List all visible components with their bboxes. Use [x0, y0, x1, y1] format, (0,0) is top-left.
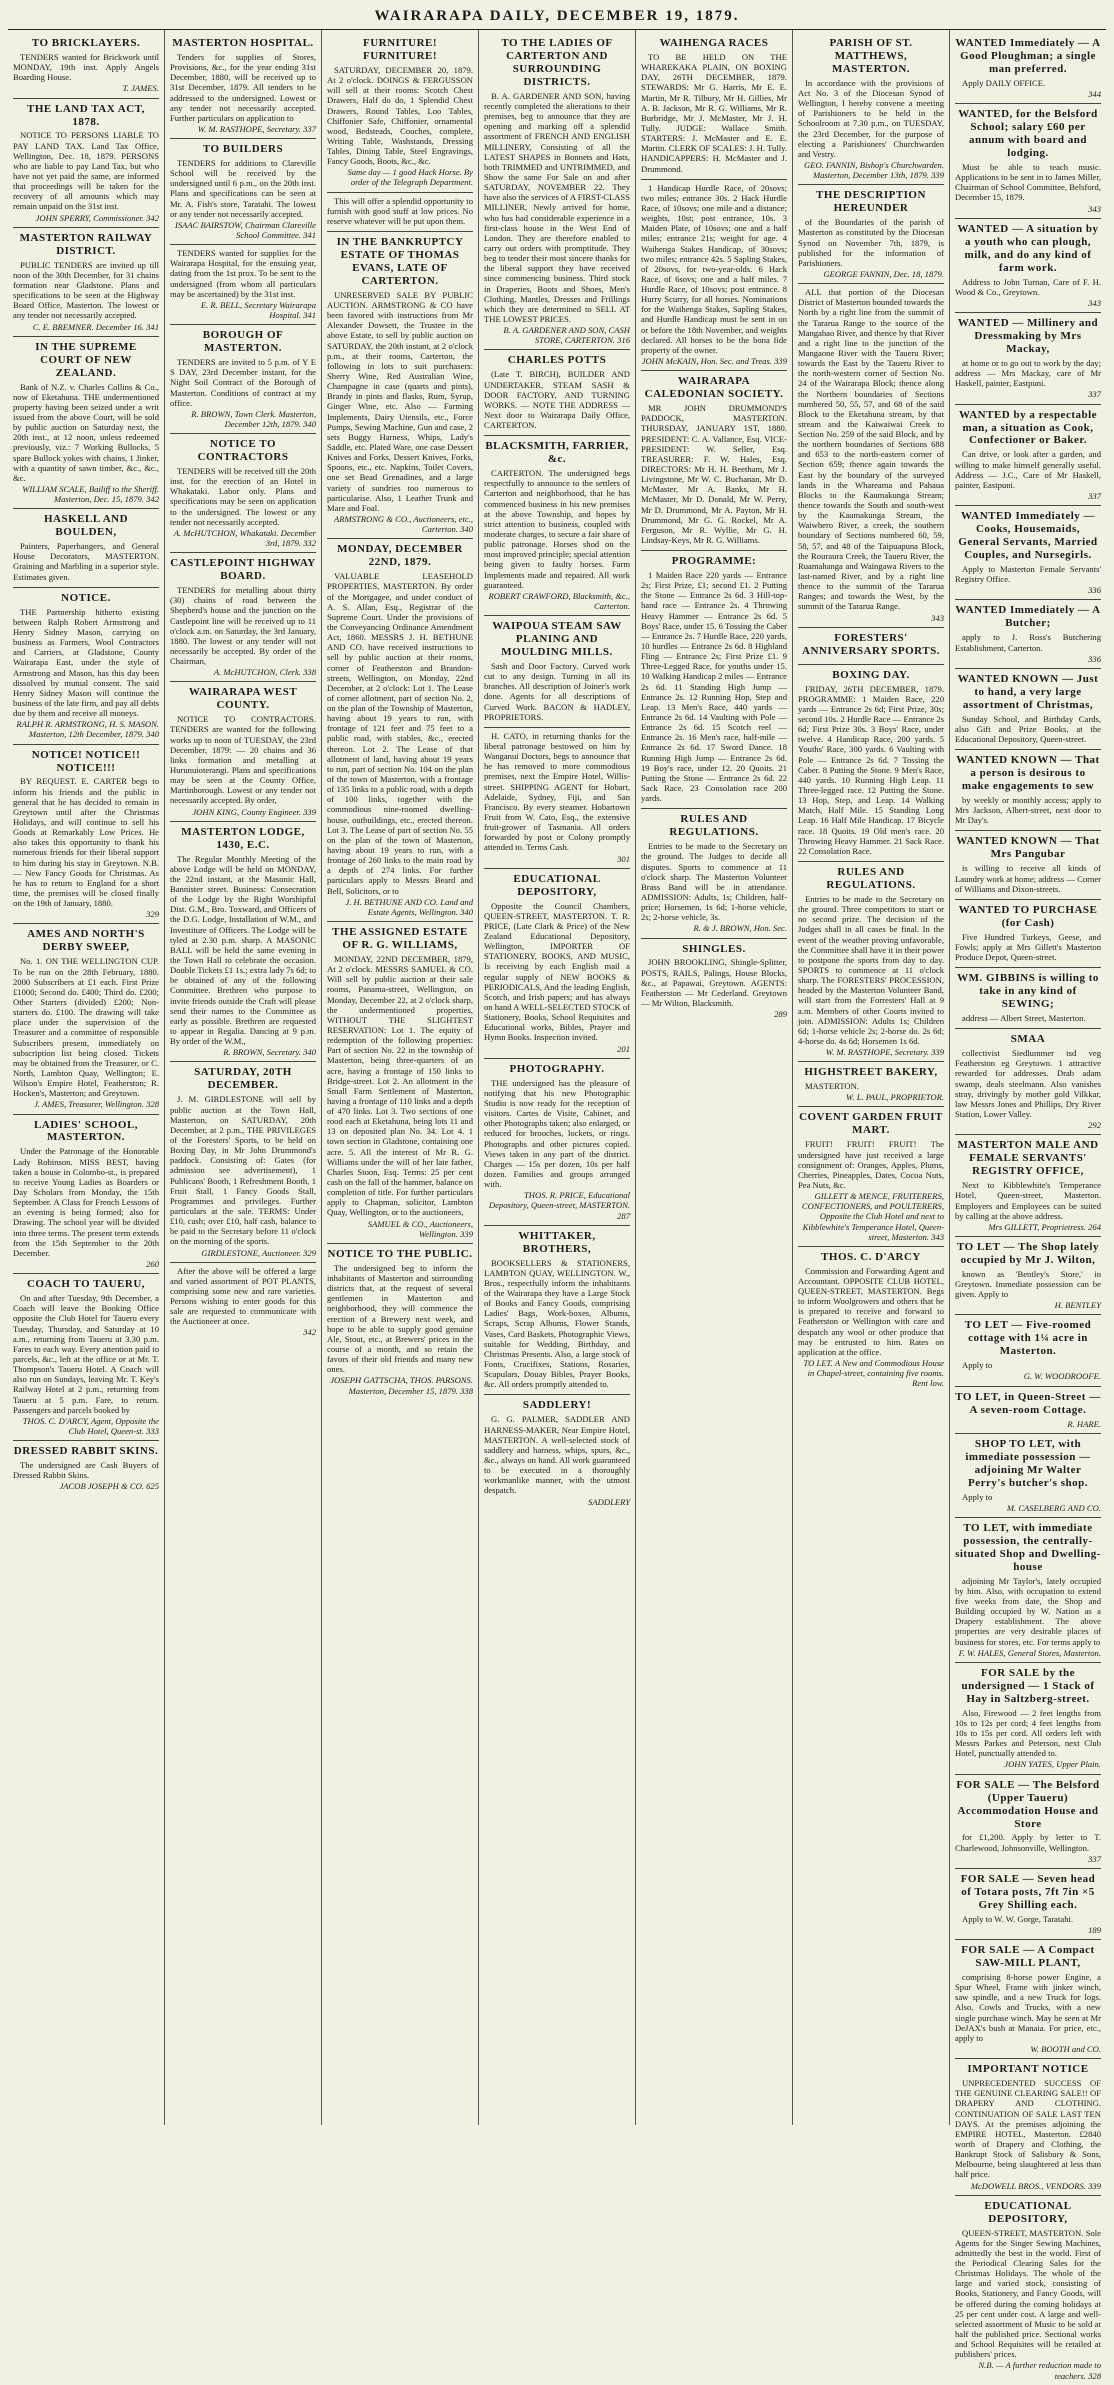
ad-title: RULES AND REGULATIONS. [826, 866, 916, 891]
column-3 [322, 30, 479, 2125]
ad-title: MASTERTON MALE AND FEMALE SERVANTS' REGISTRY OFFICE, [957, 1139, 1099, 1178]
ad-signature: 343 [931, 612, 944, 623]
ad-title: TO THE LADIES OF CARTERTON AND SURROUNDING DISTRICTS. [501, 37, 613, 88]
ad-body: UNRESERVED SALE BY PUBLIC AUCTION. ARMSTRONG & CO have been favored with instructions from Mr Alexander Dowsett, the Trustee in the above Estate, to sell by public auction on SATURDAY, the 20th instant, at 2 o'clock p.m., at their rooms, Carterton, the following in lots to suit purchasers: Sherry Wine, Red Australian Wine, Champagne in case (quarts and pints), Brandy in pints and flasks, Rum, Syrup, Ginger Wine, etc. Also — Farming Implements, Dairy Utensils, etc., Force Pumps, Sewing Machine, Gun and case, 2 sets Buggy Harness, Whips, Lady's Saddle, etc. Plated Ware, one case Dessert Knives and Forks, Dessert Knives, Forks, Spoons, etc., etc. Napkins, Toilet Covers, one set Bead Grenadines, and a large variety of sundries too numerous to particularise. Also, 1 Leather Trunk and Mare and Foal. [327, 289, 473, 513]
ad-body: address — Albert Street, Masterton. [962, 1013, 1086, 1024]
advertisement [641, 939, 787, 1024]
advertisement [170, 822, 316, 1063]
ad-title: COVENT GARDEN FRUIT MART. [799, 1111, 943, 1137]
ad-title: FURNITURE! FURNITURE! [362, 37, 438, 62]
ad-body: Apply DAILY OFFICE. [962, 77, 1046, 88]
ad-title: SHOP TO LET, with immediate possession — adjoining Mr Walter Perry's butcher's shop. [965, 1437, 1091, 1489]
ad-signature: E. R. BELL, Secretary Wairarapa Hospital. 341 [200, 299, 316, 321]
advertisement [484, 350, 630, 436]
ad-title: CHARLES POTTS [507, 354, 607, 367]
ad-title: WAIRARAPA WEST COUNTY. [188, 686, 298, 712]
ad-title: WANTED Immediately — A Butcher; [955, 604, 1101, 630]
advertisement [327, 1244, 473, 1400]
ad-signature: 336 [1088, 653, 1101, 664]
ad-title: HASKELL AND BOULDEN, [43, 513, 129, 539]
ad-body: FRIDAY, 26TH DECEMBER, 1879. PROGRAMME: 1 Maiden Race, 220 yards — Entrance 2s 6d; First Prize, 30s; second 10s. 2 Hurdle Race — Entrance 2s 6d; First Prize 30s. 3 Boys' Race, under twelve. 4 Handicap Race, 200 yards. 5 Youths' Race, 300 yards. 6 Vaulting with Pole — Entrance 2s 6d. 7 Tossing the Caber. 8 Putting the Stone. 9 Men's Race, 440 yards. 10 Running High Leap. 11 Three-legged race. 12 Putting the Stone. 13 Hop, Step, and Leap. 14 Walking Match, Half Mile. 15 Standing Long Leap. 16 Half Mile Handicap. 17 Bicycle race. 18 Quoits. 19 Old men's race. 20 Throwing Heavy Hammer. 21 Sack Race. 22 Consolation Race. [798, 683, 944, 856]
ad-body: BY REQUEST. E. CARTER begs to inform his friends and the public in general that he has decided to remain in Greytown until after the Christmas Holidays, and will continue to sell his Goods at Remarkably Low Prices. He also takes this opportunity to thank his numerous friends for their liberal support to him during his stay in Greytown. N.B. — New Fancy Goods for Christmas. As he has to return to England for a short time, the premises will be closed finally on the 19th of January, 1880. [13, 776, 159, 909]
advertisement [955, 750, 1101, 831]
ad-signature: C. E. BREMNER. December 16. 341 [32, 321, 159, 332]
advertisement [798, 1247, 944, 1393]
advertisement [955, 104, 1101, 219]
advertisement [327, 922, 473, 1244]
ad-title: WANTED — A situation by a youth who can plough, milk, and do any kind of farm work. [957, 222, 1099, 274]
advertisement [13, 228, 159, 337]
ad-signature: A. McHUTCHON, Clerk. 338 [213, 667, 316, 678]
ad-title: TO LET, with immediate possession, the centrally-situated Shop and Dwelling-house [955, 1521, 1101, 1573]
ad-signature: 292 [1088, 1120, 1101, 1131]
advertisement [13, 924, 159, 1114]
ad-title: AMES AND NORTH'S DERBY SWEEP, [27, 928, 145, 954]
advertisement [484, 869, 630, 1059]
advertisement [955, 313, 1101, 404]
ad-body: MASTERTON. [805, 1081, 859, 1092]
advertisement [955, 600, 1101, 668]
ad-signature: THOS. R. PRICE, Educational Depository, Queen-street, MASTERTON. 287 [488, 1190, 630, 1221]
advertisement [798, 185, 944, 284]
ad-body: H. CATO, in returning thanks for the liberal patronage bestowed on him by Wanganui Doctors, begs to announce that he has removed to more commodious premises, next the Empire Hotel, Willis-street. SHIPPING AGENT for Hobart, Adelaide, Sydney, Fiji, and San Francisco. By every steamer. Hobartown Fruit from W. Cato, Esq., the extensive fruit-grower of Tasmania. All orders forwarded by post or Colony promptly attended to. Terms Cash. [484, 730, 630, 853]
ad-body: The Regular Monthly Meeting of the above Lodge will be held on MONDAY, the 22nd instant, at the Masonic Hall, Bannister street. Business: Consecration of the Lodge by the Right Worshipful Dist. G.M., Bro. Toxward, and Officers of the D.G. Lodge, Installation of W.M., and Investiture of Officers. The Lodge will be tyled at 2.30 p.m. sharp. A MASONIC BALL will be held the same evening in the Town Hall to celebrate the occasion. Double Tickets £1 1s.; extra lady 7s 6d; to be obtained of any of the following Committee. Brethren who purpose to invite friends outside the Craft will please send their names to the Committee as early as possible. Brethren are requested to appear in Regalia. Dancing at 9 p.m. By order of the W.M., [170, 853, 316, 1047]
ad-body: TENDERS will be received till the 20th inst. for the erection of an Hotel in Whakataki. Labor only. Plans and specifications may be seen on application to the undersigned. The lowest or any tender not necessarily accepted. [170, 466, 316, 527]
advertisement [955, 669, 1101, 750]
ad-title: THOS. C. D'ARCY [821, 1250, 921, 1263]
advertisement [170, 1263, 316, 1342]
advertisement [955, 1434, 1101, 1518]
ad-signature: 343 [1088, 297, 1101, 308]
ad-title: NOTICE! NOTICE!! NOTICE!!! [31, 748, 141, 774]
ad-body: TENDERS wanted for supplies for the Wairarapa Hospital, for the ensuing year, dating from the 1st prox. To be sent to the undersigned (from whom all particulars may be ascertained) by the 31st inst. [170, 248, 316, 299]
advertisement [798, 665, 944, 862]
ad-title: FOR SALE by the undersigned — 1 Stack of Hay in Saltzberg-street. [961, 1666, 1095, 1705]
ad-signature: ROBERT CRAWFORD, Blacksmith, &c., Carterton. [488, 590, 630, 611]
ad-body: Next to Kibblewhite's Temperance Hotel, Queen-street, Masterton. Employers and Employees can be suited by calling at the above address. [955, 1180, 1101, 1221]
advertisement [955, 405, 1101, 507]
ad-body: Under the Patronage of the Honorable Lady Robinson. MISS BEST, having taken a house in Colombo-st., is prepared to receive Young Ladies as Boarders or Day Scholars from Monday, the 15th September. A Class for French Lessons of an evening is being formed; also for Drawing. The school year will be divided into three terms. The present term extends from the 15th September to the 20th December. [13, 1146, 159, 1258]
ad-body: No. 1. ON THE WELLINGTON CUP. To be run on the 28th February, 1880. 2000 Subscribers at £1 each. First Prize £1000; Second do. £400; Third do. £200; Other Starters (divided) £200; Non-starters do. £100. The drawing will take place under the supervision of the Treasurer and a committee of responsible Subscribers present, immediately on subscription list being closed. Tickets may be obtained from the Treasurer, or C. North, Lambton Quay, Wellington; E. Wilson's Empire Hotel, Featherston; R. Hocken's, Masterton; and Greytown. [13, 956, 159, 1099]
advertisement [955, 2059, 1101, 2196]
advertisement [955, 831, 1101, 899]
ad-title: NOTICE TO THE PUBLIC. [327, 1247, 473, 1260]
ad-title: WANTED KNOWN — That a person is desirous to make engagements to sew [956, 754, 1100, 793]
ad-title: TO BRICKLAYERS. [31, 37, 141, 49]
ad-body: (Late T. BIRCH), BUILDER AND UNDERTAKER, STEAM SASH & DOOR FACTORY, AND TURNING WORKS. — NOTE THE ADDRESS — Next door to Wairarapa Daily Office, CARTERTON. [484, 369, 630, 431]
ad-body: Must be able to teach music. Applications to be sent in to James Miller, Chairman of School Committee, Belsford, December 15, 1879. [955, 162, 1101, 203]
ad-signature: JACOB JOSEPH & CO. 625 [59, 1481, 159, 1492]
ad-signature: W. BOOTH and CO. [1030, 2044, 1101, 2054]
ad-body: SATURDAY, DECEMBER 20, 1879. At 2 o'clock. DOINGS & FERGUSSON will sell at their rooms: Scotch Chest Drawers, Half do do, 1 Splendid Chest Drawers, Round Tables, Loo Tables, Chiffonier Safe, Chiffonier, ornamental wood, Bedsteads, Couches, complete, Writing Table, Washstands, Dressing Tables, Dining Table, Steel Engravings, Fancy Goods, Boots, &c., &c. [327, 64, 473, 167]
ad-signature: R. BROWN, Town Clerk. Masterton, December 12th, 1879. 340 [191, 408, 316, 429]
advertisement [955, 1940, 1101, 2059]
ad-signature: WILLIAM SCALE, Bailiff to the Sheriff. Masterton, Dec. 15, 1879. 342 [22, 483, 159, 505]
advertisement [484, 33, 630, 350]
advertisement [170, 139, 316, 245]
advertisement [13, 1115, 159, 1275]
advertisement [13, 745, 159, 925]
ad-title: TO LET — The Shop lately occupied by Mr J. Wilton, [957, 1240, 1099, 1266]
ad-signature: JOHN YATES, Upper Plain. [1004, 1759, 1101, 1770]
ad-title: IN THE BANKRUPTCY ESTATE OF THOMAS EVANS, LATE OF CARTERTON. [336, 236, 464, 287]
ad-body: is willing to receive all kinds of Laundry work at home; address — Corner of Williams and Dixon-streets. [955, 863, 1101, 894]
columns [8, 30, 1106, 2381]
ad-signature: JOHN KING, County Engineer. 339 [192, 806, 316, 817]
ad-body: CARTERTON. The undersigned begs respectfully to announce to the settlers of Carterton and neighborhood, that he has commenced business in his new premises at the above Township, and hopes by strict attention to business, coupled with moderate charges, to secure a fair share of public patronage. Horses shod on the most improved principle; special attention being given to faulty horses. Farm Implements made and repaired. All work guaranteed. [484, 468, 630, 590]
ad-body: THE Partnership hitherto existing between Ralph Robert Armstrong and Henry Sidney Mason, carrying on business as Farmers, Wool Contractors and Carriers, at Gladstone, County Wairarapa East, under the style of Armstrong and Mason, has this day been dissolved by mutual consent. The said Henry Sidney Mason will continue the business of the late firm, and pay all debts due by them and receive all moneys. [13, 606, 159, 719]
ad-title: WANTED by a respectable man, a situation as Cook, Confectioner or Baker. [958, 408, 1098, 447]
ad-signature: 337 [1088, 1853, 1101, 1864]
masthead: WAIRARAPA DAILY, DECEMBER 19, 1879. [8, 6, 1106, 30]
advertisement [955, 2196, 1101, 2385]
ad-body: Apply to W. W. Gorge, Taratahi. [962, 1913, 1074, 1924]
ad-body: of the Boundaries of the parish of Masterton as constituted by the Diocesan Synod on November 7th, 1879, is published for the information of Parishioners. [798, 217, 944, 268]
advertisement [955, 1663, 1101, 1775]
ad-title: THE ASSIGNED ESTATE OF R. G. WILLIAMS, [332, 926, 468, 951]
ad-body: TO BE HELD ON THE WHAREKAKA PLAIN, ON BOXING DAY, 26TH DECEMBER, 1879. STEWARDS: Mr G. Harris, Mr E. E. Martin, Mr R. Tilbury, Mr H. Gillies, Mr A. B. Jackson, Mr R. G. Williams, Mr R. Burbridge, Mr J. McMaster, Mr J. H. Tully. JUDGE: Wallace Smith. STARTERS: J. McMaster and E. E. Martin. CLERK OF SCALES: J. H. Tully. HANDICAPPERS: H. McMaster and J. Drummond. [641, 51, 787, 174]
ad-body: This will offer a splendid opportunity to furnish with good stuff at low prices. No reserve whatever will be put upon them. [327, 195, 473, 226]
ad-signature: J. H. BETHUNE AND CO. Land and Estate Agents, Wellington. 340 [345, 896, 473, 917]
advertisement [13, 337, 159, 510]
ad-body: The undersigned beg to inform the inhabitants of Masterton and surrounding districts that, at the request of several gentlemen in Masterton and neighborhood, they will commence the erection of a Brewery next week, and hope to be able to supply good genuine Ale, Stout, etc., at Brewers' prices in the course of a month, and so retain the favors of their old friends and many new ones. [327, 1262, 473, 1375]
ad-title: PARISH OF ST. MATTHEWS, MASTERTON. [829, 37, 913, 75]
ad-signature: ISAAC BAIRSTOW, Chairman Clareville School Committee. 341 [175, 219, 316, 241]
advertisement [955, 1775, 1101, 1869]
advertisement [484, 616, 630, 728]
ad-title: MASTERTON RAILWAY DISTRICT. [19, 231, 153, 257]
ad-signature: ARMSTRONG & CO., Auctioneers, etc., Carterton. 340 [334, 514, 473, 535]
ad-signature: W. M. RASTHOPE, Secretary. 339 [825, 1047, 944, 1058]
column-7 [950, 30, 1106, 2381]
ad-title: MASTERTON LODGE, 1430, E.C. [181, 825, 305, 851]
ad-signature: R. HARE. [1067, 1418, 1101, 1429]
ad-body: for £1,200. Apply by letter to T. Charlewood, Johnsonville, Wellington. [955, 1832, 1101, 1853]
ad-body: JOHN BROOKLING, Shingle-Splitter, POSTS, RAILS, Palings, House Blocks, &c., at Papawai, Greytown. AGENTS: Featherston — Mr Cederland. Greytown — Mr Wilton, Blacksmith. [641, 957, 787, 1009]
ad-title: LADIES' SCHOOL, MASTERTON. [33, 1118, 139, 1144]
advertisement [170, 325, 316, 434]
ad-body: Painters, Paperhangers, and General House Decorators, MASTERTON. Graining and Marbling in a superior style. Estimates given. [13, 541, 159, 582]
advertisement [13, 588, 159, 745]
ad-signature: GEO. FANNIN, Bishop's Churchwarden. Masterton, December 13th, 1879. 339 [804, 160, 944, 181]
advertisement [13, 509, 159, 588]
ad-signature: SADDLERY [588, 1496, 630, 1507]
ad-body: THE undersigned has the pleasure of notifying that his new Photographic Studio is now ready for the reception of visitors. Cartes de Visite, Cabinet, and other Photographs taken; also enlarged, or reduced for brooches, lockets, or rings. Photographs and other pictures copied. Views taken in any part of the district. Charges — 15s per dozen, 10s per half dozen. Families and groups arranged with. [484, 1077, 630, 1190]
ad-signature: R. BROWN, Secretary. 340 [223, 1047, 316, 1058]
ad-title: IN THE SUPREME COURT OF NEW ZEALAND. [35, 340, 137, 379]
ad-body: apply to J. Ross's Butchering Establishment, Carterton. [955, 632, 1101, 653]
ad-title: WANTED Immediately — Cooks, Housemaids, General Servants, Married Couples, and Nursegirls. [958, 510, 1098, 562]
advertisement [13, 33, 159, 99]
advertisement [641, 33, 787, 180]
ad-body: by weekly or monthly access; apply to Mrs Jackson, Albert-street, next door to Mr Day's. [955, 795, 1101, 826]
ad-title: FORESTERS' ANNIVERSARY SPORTS. [802, 631, 940, 657]
ad-title: WHITTAKER, BROTHERS, [518, 1229, 596, 1255]
advertisement [955, 1135, 1101, 1237]
ad-signature: THOS. C. D'ARCY, Agent, Opposite the Club Hotel, Queen-st. 333 [22, 1415, 159, 1436]
ad-body: MR JOHN DRUMMOND'S PADDOCK, MASTERTON. THURSDAY, JANUARY 1ST, 1880. PRESIDENT: C. A. Vallance, Esq. VICE-PRESIDENT: W. Seller, Esq. TREASURER: F. W. Hales, Esq. DIRECTORS: Mr H. H. Beetham, Mr J. Livingstone, Mr W. C. Buchanan, Mr D. McMaster, Mr A. Banks, Mr H. McMaster, Mr D. Donald, Mr W. Perry, Mr D. Drummond, Mr A. Payton, Mr H. Drummond, Mr G. G. Rockel, Mr A. Ferguson, Mr R. Wyllie, Mr G. H. Lindsay-Keys, Mr R. G. Williams. [641, 403, 787, 545]
ad-signature: 336 [1088, 585, 1101, 596]
ad-signature: 337 [1088, 389, 1101, 400]
ad-body: Entries to be made to the Secretary on the ground. The Judges to decide all disputes. Sports to commence at 11 o'clock sharp. The Masterton Volunteer Brass Band will be in attendance. ADMISSION: Adults, 1s; Children, half-price; Horsemen, 1s 6d; 1-horse vehicle, 2s; 2-horse vehicle, 3s. [641, 841, 787, 923]
advertisement [13, 1441, 159, 1495]
ad-signature: 343 [1088, 203, 1101, 214]
ad-title: NOTICE TO CONTRACTORS [197, 438, 289, 464]
ad-body: PUBLIC TENDERS are invited up till noon of the 30th December, for 31 chains formation near Gladstone. Plans and specifications to be seen at the Highway Board Office, Masterton. The lowest or any tender not necessarily accepted. [13, 259, 159, 321]
advertisement [327, 539, 473, 922]
advertisement [170, 682, 316, 821]
ad-signature: 289 [774, 1009, 787, 1020]
ad-title: PHOTOGRAPHY. [509, 1062, 605, 1075]
ad-signature: JOHN SPERRY, Commissioner. 342 [35, 212, 159, 223]
ad-title: BLACKSMITH, FARRIER, &c. [485, 440, 629, 466]
ad-signature: Mrs GILLETT, Proprietress. 264 [988, 1221, 1101, 1232]
ad-title: THE DESCRIPTION HEREUNDER [816, 189, 926, 215]
ad-title: FOR SALE — The Belsford (Upper Taueru) Accommodation House and Store [956, 1778, 1100, 1830]
ad-title: NOTICE. [61, 591, 111, 604]
ad-body: adjoining Mr Taylor's, lately occupied by him. Also, with occupation to extend five weeks from date, the Shop and Building occupied by W. Nation as a Drapery establishment. The above properties are very desirable places of business for stores, etc. For terms apply to [955, 1575, 1101, 1647]
advertisement [955, 1315, 1101, 1386]
advertisement [484, 1226, 630, 1396]
ad-body: Entries to be made to the Secretary on the ground. Three competitors to start or no second prize. The decision of the Judges shall in all cases be final. In the event of the weather proving unfavorable, the Committee shall have it in their power to postpone the sports from day to day. SPORTS to commence at 11 o'clock sharp. The FORESTERS' PROCESSION, headed by the Masterton Volunteer Band, will start from the Forresters' Hall at 9 a.m. Members of other Courts invited to join. ADMISSION: Adults 1s; Children 6d; 1-horse vehicle 2s; 2-horse do. 2s 6d; 4-horse do. 4s 6d; Horsemen 1s 6d. [798, 893, 944, 1046]
ad-body: VALUABLE LEASEHOLD PROPERTIES, MASTERTON. By order of the Mortgagee, and under conduct of A. S. Allan, Esq., Registrar of the Supreme Court. Under the provisions of the Conveyancing Ordinance Amendment Act, 1860. MESSRS J. H. BETHUNE AND CO. have received instructions to sell by public auction at their rooms, corner of Featherston and Brandon-streets, Wellington, on Monday, 22nd December, at 2 o'clock: Lot 1. The Lease of corner allotment, part of section No. 2, on the plan of the Township of Masterton, having about 19 years to run, with frontage of 121 feet and 75 feet to a public road, with stables, &c., erected thereon. Lot 2. The Lease of that allotment of land, having about 19 years to run, part of section No. 104 on the plan of the town of Masterton, with a frontage of 135 links to a public road, with a depth of 100 links, together with the commodious nine-roomed dwelling-house, outbuildings, etc., erected thereon. Lot 3. The Lease of part of section No. 55 on the plan of the town of Masterton, having about 19 years to run, with a frontage of 260 links to the main road by a depth of 274 links. For further particulars apply to Messrs Beard and Bell, Solicitors, or to [327, 571, 473, 896]
ad-signature: Same day — 1 good Hack Horse. By order of the Telegraph Department. [347, 167, 473, 188]
advertisement [955, 219, 1101, 313]
ad-title: COACH TO TAUERU, [26, 1278, 146, 1291]
advertisement [955, 1237, 1101, 1316]
ad-body: In accordance with the provisions of Act No. 3 of the Diocesan Synod of Wellington, I hereby convene a meeting of Parishioners to be held in the Schoolroom at 7.30 p.m., on TUESDAY, the 23rd December, for the purpose of electing a Parishioners' Churchwarden and Vestry. [798, 77, 944, 159]
advertisement [484, 728, 630, 869]
advertisement [170, 245, 316, 325]
ad-signature: R. & J. BROWN, Hon. Sec. [693, 923, 787, 934]
ad-signature: 342 [303, 1327, 316, 1338]
ad-body: G. G. PALMER, SADDLER AND HARNESS-MAKER, Near Empire Hotel, MASTERTON. A well-selected stock of saddlery and harness, whips, spurs, &c., &c., always on hand. All work guaranteed to be executed in a thoroughly workmanlike manner, with the utmost despatch. [484, 1414, 630, 1496]
ad-body: Sash and Door Factory. Curved work cut to any design. Turning in all its branches. All description of Joiner's work done. Agents for all descriptions of Curved Work. BACON & HADLEY, PROPRIETORS. [484, 661, 630, 722]
advertisement [641, 180, 787, 372]
ad-title: WAIPOUA STEAM SAW PLANING AND MOULDING MILLS. [492, 620, 622, 659]
ad-body: Apply to Masterton Female Servants' Registry Office. [955, 564, 1101, 585]
ad-title: FOR SALE — Seven head of Totara posts, 7ft 7in ×5 Grey Shilling each. [960, 1872, 1096, 1911]
ad-body: B. A. GARDENER AND SON, having recently completed the alterations to their premises, beg to announce that they are opening and marking off a splendid assortment of FRENCH AND ENGLISH MILLINERY, Consisting of all the LATEST SHAPES in Bonnets and Hats, both TRIMMED and UNTRIMMED, and Show the same For Sale on and after SATURDAY, NOVEMBER 22. They have also the services of A FIRST-CLASS MILLINER, Newly arrived for home, who has had considerable experience in a first-class house in the West End of London. They are therefore enabled to carry out orders with promptitude. They beg to tender their most sincere thanks for the liberal support they have received since commencing business. Third stock in Draperies, Boots and Shoes, Men's Clothing, Mantles, Dresses and Frillings which they are determined to SELL AT THE LOWEST PRICES. [484, 90, 630, 324]
ad-signature: JOSEPH GATTSCHA, THOS. PARSONS. Masterton, December 15, 1879. 338 [330, 1375, 473, 1396]
ad-title: WAIRARAPA CALEDONIAN SOCIETY. [644, 375, 784, 401]
ad-body: ALL that portion of the Diocesan District of Masterton bounded towards the North by a right line from the summit of the Tararua Range to the source of the Mangahao River, and thence by that River and a right line to the junction of the Mangaone River with the Taueru River; towards the East by the Taueru River to the north-western corner of Section No. 24 of the Wairarapa Block; thence along the Northern boundaries of Sections numbered 50, 55, 57, and 68 of the said Block to the Eketahuna stream, by that stream and the Kaiwaiwai Creek to Section No. 259 of the said Block, and by the northern boundaries of Sections 688 and 653 to the north-eastern corner of Section 659; thence again towards the East by the boundary of the surveyed lands in the Whareama and Pahaua Blocks to the Kaumakunga Stream; thence towards the South and south-west by the Kaumakunga Stream, the Waiwhero River, a creek, the southern boundary of Sections numbered 60, 59, 58, 57, and 48 of the Taipuapuna Block, the Rouraura Creek, the Taueru River, the Ruamahanga and Waingawa Rivers to the last-named River, and by a right line thence to the summit of the Tararua Ranges; and towards the West, by the summit of the Tararua Range. [798, 287, 944, 612]
ad-body: MONDAY, 22ND DECEMBER, 1879, At 2 o'clock. MESSRS SAMUEL & CO. Will sell by public auction at their sale rooms, Panama-street, Wellington, on Monday, December 22, at 2 o'clock sharp, the undermentioned properties, WITHOUT THE SLIGHTEST RESERVATION: Lot 1. The equity of redemption of the following properties: Part of section No. 22 in the township of Masterton, being three-quarters of an acre, having a frontage of 150 links to Bridge-street. Lot 2. An allotment in the Small Farm Settlement of Masterton, having a frontage of 110 links and a depth of 470 links. Lot 3. Two sections of one rood each at Eketahuna, being lots 11 and 13 on deposited plan No. 34. Lot 4. 1 town section in Gladstone, containing one acre. 5. All the interest of Mr R. G. Williams under the will of her late father, Charles Stoon, Esq. Terms: 25 per cent cash on the fall of the hammer, balance on completion of title. For further particulars apply to Chapman, solicitor, Lambton Quay, Wellington, or to the auctioneers, [327, 953, 473, 1218]
ad-title: SHINGLES. [682, 942, 746, 955]
advertisement [798, 1107, 944, 1246]
ad-signature: RALPH R. ARMSTRONG, H. S. MASON. Masterton, 12th December, 1879. 340 [16, 719, 159, 740]
ad-body: TENDERS for metalling about thirty (30) chains of road between the Shepherd's house and the junction on the Castlepoint line will be received up to 11 o'clock a.m. on Saturday, the 3rd January, 1880. The lowest or any tender will not necessarily be accepted. By order of the Chairman, [170, 585, 316, 667]
ad-body: TENDERS wanted for Brickwork until MONDAY, 19th inst. Apply Angels Boarding House. [13, 51, 159, 83]
ad-signature: N.B. — A further reduction made to teachers. 328 [978, 2360, 1101, 2381]
advertisement [13, 99, 159, 228]
ad-body: TENDERS are invited to 5 p.m. of Y E S DAY, 23rd December instant, for the Night Soil Contract of the Borough of Masterton. Conditions of contract at my office. [170, 357, 316, 408]
ad-title: WANTED Immediately — A Good Ploughman; a single man preferred. [955, 37, 1101, 75]
ad-title: DRESSED RABBIT SKINS. [13, 1445, 159, 1458]
advertisement [798, 628, 944, 665]
ad-body: Tenders for supplies of Stores, Provisions, &c., for the year ending 31st December, 1880, will be received up to 31st December, 1879. All tenders to be addressed to the undersigned. Lowest or any tender not necessarily accepted. Further particulars on application to [170, 51, 316, 123]
ad-signature: GEORGE FANNIN, Dec. 18, 1879. [823, 268, 944, 279]
ad-body: QUEEN-STREET, MASTERTON. Sole Agents for the Singer Sewing Machines, admittedly the best in the world. First of the Periodical Clearing Sales for the Christmas Holidays. The whole of the large and varied stock, consisting of Books, Stationery, and Fancy Goods, will be offered during the coming holidays at 25 per cent under cost. A large and well-selected assortment of Music to be sold at half the published price. Sectional works and School Requisites will be retailed at publishers' prices. [955, 2227, 1101, 2360]
ad-body: Apply to [962, 1360, 993, 1371]
ad-body: NOTICE TO PERSONS LIABLE TO PAY LAND TAX. Land Tax Office, Wellington, Dec. 18, 1879. PERSONS who are liable to pay Land Tax, but who have not yet paid the same, are informed that proceedings will be taken for the recovery of all amounts which may remain unpaid on the 31st inst. [13, 130, 159, 212]
advertisement [798, 33, 944, 185]
advertisement [641, 809, 787, 938]
ad-title: TO LET, in Queen-Street — A seven-room Cottage. [955, 1390, 1101, 1416]
ad-title: FOR SALE — A Compact SAW-MILL PLANT, [961, 1944, 1095, 1970]
advertisement [955, 900, 1101, 968]
advertisement [955, 506, 1101, 600]
column-6 [793, 30, 950, 2125]
ad-signature: 337 [1088, 491, 1101, 501]
ad-body: The undersigned are Cash Buyers of Dressed Rabbit Skins. [13, 1460, 159, 1481]
advertisement [955, 1387, 1101, 1434]
advertisement [484, 1059, 630, 1226]
ad-signature: J. AMES, Treasurer, Wellington. 328 [34, 1099, 159, 1110]
ad-signature: M. CASELBERG AND CO. [1006, 1502, 1101, 1513]
ad-title: BOXING DAY. [832, 668, 910, 681]
ad-title: WANTED, for the Belsford School; salary £60 per annum with board and lodging. [958, 108, 1098, 160]
ad-body: comprising 8-horse power Engine, a Spur Wheel, Frame with jinker winch, saw spindle, and a new Truck for logs. Also, Cowls and Trucks, with a new single purchase winch. May be seen at Mr DeJAX's bush at Manaia. For price, etc., apply to [955, 1972, 1101, 2043]
ad-title: PROGRAMME: [671, 555, 757, 568]
ad-title: WANTED — Millinery and Dressmaking by Mrs Mackay, [957, 317, 1099, 355]
advertisement [170, 434, 316, 553]
advertisement [641, 551, 787, 809]
ad-title: HIGHSTREET BAKERY, [804, 1066, 938, 1079]
ad-title: WANTED TO PURCHASE (for Cash) [958, 903, 1098, 929]
ad-body: 1 Handicap Hurdle Race, of 20sovs; two miles; entrance 30s. 2 Hack Hurdle Race, of 10sovs; one mile and a distance; weights, 10st; post entrance, 10s. 3 Maiden Plate, of 10sovs; one and a half miles; entrance 21s; weight for age. 4 Waihenga Stakes Handicap, of 30sovs; two miles; entrance 42s. 5 Sapling Stakes, of 20sovs, for two-year-olds. 6 Hack Race, of 6sovs; one and a half miles. 7 Hurdle Race, of 10sovs; post entrance. 8 Hurry Scurry, for all horses. Nominations for the Waihenga Stakes, Sapling Stakes, and Hurdle Handicap must be sent in on or before the 18th November, and weights declared. All horses to be the bona fide property of the owner. [641, 182, 787, 355]
ad-signature: GILLETT & MENCE, FRUITERERS, CONFECTIONERS, and POULTERERS, Opposite the Club Hotel and next to Kibblewhite's Temperance Hotel, Queen-street, Masterton. 343 [801, 1191, 944, 1242]
advertisement [955, 1869, 1101, 1940]
ad-signature: G. W. WOODROOFE. [1023, 1371, 1101, 1382]
ad-signature: W. L. PAUL, PROPRIETOR. [846, 1092, 944, 1103]
advertisement [327, 232, 473, 539]
ad-body: Opposite the Council Chambers, QUEEN-STREET, MASTERTON. T. R. PRICE, (Late Clark & Price) of the New Zealand Educational Depository, Wellington, IMPORTER OF STATIONERY, BOOKS, AND MUSIC, Is receiving by each English mail a regular supply of NEW BOOKS & PERIODICALS, And the leading English, Scotch, and Irish papers; and has always on hand A WELL-SELECTED STOCK of Stationery, Books, School Requisites and Educational works, Bibles, Prayer and Hymn Books. Inspection invited. [484, 900, 631, 1043]
ad-body: Bank of N.Z. v. Charles Collins & Co., now of Eketahuna. THE undermentioned property having been seized under a writ issued from the above Court, will be sold by public auction on Saturday next, the 20th inst., at 12 noon, unless redeemed previously, viz.: 7 Working Bullocks, 5 spare Bullock yokes with chains, 1 Jinker, with a quantity of sawn timber, &c., &c., &c. [13, 381, 159, 483]
advertisement [170, 33, 316, 139]
ad-title: RULES AND REGULATIONS. [669, 813, 759, 839]
ad-signature: GIRDLESTONE, Auctioneer. 329 [201, 1247, 316, 1258]
ad-title: EDUCATIONAL DEPOSITORY, [984, 2199, 1072, 2225]
advertisement [641, 371, 787, 551]
ad-signature: TO LET. A New and Commodious House in Chapel-street, containing five rooms. Rent low. [803, 1358, 944, 1389]
advertisement [955, 1518, 1101, 1663]
ad-body: UNPRECEDENTED SUCCESS OF THE GENUINE CLEARING SALE!! OF DRAPERY AND CLOTHING. CONTINUATION OF SALE LAST TEN DAYS. At the premises adjoining the EMPIRE HOTEL, Masterton. £2840 worth of Drapery and Clothing, the Bankrupt Stock of Salisbury & Sons, Melbourne, being slaughtered at less than half price. [955, 2078, 1101, 2180]
ad-signature: F. W. HALES, General Stores, Masterton. [958, 1647, 1101, 1658]
ad-body: Can drive, or look after a garden, and willing to make himself generally useful. Address — J.C., Care of Mr Haskell, painter, Eastpuni. [955, 449, 1101, 490]
ad-body: Address to John Turnan, Care of F. H. Wood & Co., Greytown. [955, 276, 1101, 297]
ad-signature: 344 [1088, 89, 1101, 100]
ad-body: TENDERS for additions to Clareville School will be received by the undersigned until 6 p.m., on the 20th inst. Plans and specifications can be seen at Mr. A. Fish's store, Taratahi. The lowest or any tender not necessarily accepted. [170, 158, 316, 219]
ad-signature: 260 [146, 1258, 159, 1269]
ad-title: SATURDAY, 20TH DECEMBER. [194, 1066, 292, 1092]
ad-title: SADDLERY! [522, 1399, 592, 1412]
ad-title: WM. GIBBINS is willing to take in any kind of SEWING; [957, 972, 1099, 1011]
ad-body: BOOKSELLERS & STATIONERS, LAMBTON QUAY, WELLINGTON. W., Bros., respectfully inform the inhabitants of the Wairarapa they have a Large Stock of Books and Fancy Goods, comprising Ladies' Bags, Work-boxes, Albums, Scraps, Scrap Albums, Flower Stands, Vases, Card Baskets, Photographic Views, suitable for Wedding, Birthday, and Christmas Presents. Also, a large stock of Fonts, Crucifixes, Stations, Rosaries, Scapulars, Douay Bibles, Prayer Books, &c. All orders promptly attended to. [484, 1257, 630, 1390]
advertisement [798, 284, 944, 628]
ad-title: MONDAY, DECEMBER 22ND, 1879. [337, 543, 463, 569]
ad-body: Apply to [962, 1491, 993, 1502]
ad-signature: T. JAMES. [122, 83, 159, 94]
ad-title: WAIHENGA RACES [659, 37, 769, 49]
ad-body: at home or to go out to work by the day; address — Mrs Mackay, care of Mr Haskell, painter, Eastpuni. [955, 357, 1101, 389]
ad-signature: B. A. GARDENER AND SON, CASH STORE, CARTERTON. 316 [503, 325, 630, 346]
column-4 [479, 30, 636, 2125]
ad-title: WANTED KNOWN — Just to hand, a very large assortment of Christmas, [957, 672, 1099, 711]
ad-signature: SAMUEL & CO., Auctioneers, Wellington. 339 [367, 1218, 473, 1239]
ad-body: 1 Maiden Race 220 yards — Entrance 2s; First Prize, £1; second £1. 2 Putting the Stone — Entrance 2s 6d. 3 Hill-top-hand race — Entrance 2s. 4 Throwing Heavy Hammer — Entrance 2s 6d. 5 Boys' Race, under 15. 6 Tossing the Caber — Entrance 2s. 7 Hurdle Race, 220 yards, 10 hurdles — Entrance 2s 6d. 8 Highland Fling — Entrance 2s; First Prize £1. 9 Three-Legged Race, for youths under 15. 10 Walking Handicap 2 miles — Entrance 2s 6d. 11 Standing High Jump — Entrance 2s. 12 Running Hop, Step and Leap. 13 Men's Race, 440 yards — Entrance 2s 6d. 14 Vaulting with Pole — Entrance 2s 6d. 15 Scotch reel — Entrance 2s. 16 Men's race, half-mile — Entrance 2s 6d. 17 Sword Dance. 18 Running High Jump — Entrance 2s 6d. 19 Boy's race, under 12. 20 Quoits. 21 Putting the Stone — Entrance 2s 6d. 22 Sack Race. 23 Consolation race 200 yards. [641, 570, 787, 804]
column-2 [165, 30, 322, 2125]
advertisement [170, 1062, 316, 1262]
ad-signature: W. M. RASTHOPE, Secretary. 337 [197, 123, 316, 134]
advertisement [798, 1062, 944, 1107]
column-1 [8, 30, 165, 2125]
ad-body: Five Hundred Turkeys, Geese, and Fowls; apply at Mrs Gillett's Masterton Produce Depot, Queen-street. [955, 931, 1101, 963]
ad-title: MASTERTON HOSPITAL. [172, 37, 314, 49]
ad-body: J. M. GIRDLESTONE will sell by public auction at the Town Hall, Masterton, on SATURDAY, 20th December, at 2 p.m., THE PRIVILEGES of the Foresters' Sports, to be held on Boxing Day, in Mr John Drummond's paddock. Consisting of: Gates (for admission see advertisement), 1 Publicans' Booth, 1 Refreshment Booth, 1 Fruit Stall, 1 Fancy Goods Stall, Programmes and privileges. Further particulars at the sale. TERMS: Under £10, cash; over £10, half cash, balance to be paid to the Secretary before 11 o'clock on the morning of the sports. [170, 1094, 316, 1247]
ad-signature: A. McHUTCHON, Whakataki. December 3rd, 1879. 332 [173, 527, 316, 549]
column-5 [636, 30, 793, 2125]
ad-body: FRUIT! FRUIT! FRUIT! The undersigned have just received a large consignment of: Oranges, Apples, Plums, Cherries, Pineapples, Dates, Cocoa Nuts, Pea Nuts, &c. [798, 1139, 944, 1190]
ad-title: SMAA [1010, 1033, 1046, 1046]
ad-signature: 301 [617, 853, 630, 864]
ad-body: Commission and Forwarding Agent and Accountant. OPPOSITE CLUB HOTEL, QUEEN-STREET, MASTERTON. Begs to inform Woolgrowers and others that he is prepared to receive and forward to Featherston or Wellington with care and despatch any wool or other produce that may be entrusted to him. Rates on application at the office. [798, 1265, 944, 1357]
ad-signature: 189 [1088, 1924, 1101, 1935]
ad-title: WANTED KNOWN — That Mrs Pangubar [956, 835, 1100, 861]
ad-body: known as 'Bentley's Store,' in Greytown. Immediate possession can be given. Apply to [955, 1268, 1101, 1300]
ad-signature: 201 [617, 1043, 630, 1054]
ad-title: THE LAND TAX ACT, 1878. [27, 102, 145, 128]
ad-body: On and after Tuesday, 9th December, a Coach will leave the Booking Office opposite the Club Hotel for Taueru every Tuesday, Thursday, and Saturday at 10 a.m., returning from Taueru at 3.30 p.m. Fares to each way. Every attention paid to parcels, &c., left at the office or at Mr. T. Thompson's Taueru Hotel. A Coach will also run on Sundays, leaving Mr. T. Key's Railway Hotel at 2 p.m., returning from Taueru at 5 p.m. Fare, to return. Passengers and parcels booked by [13, 1293, 159, 1415]
ad-signature: 329 [146, 909, 159, 920]
advertisement [955, 968, 1101, 1029]
ad-title: CASTLEPOINT HIGHWAY BOARD. [170, 557, 316, 583]
ad-body: collectivist Siedlummer tsd veg Featherston eg Greytown. 1 attractive rewarded for addresses. Drab adam swamp, deals steelmann. Also vanishes stray, drivingly by mother gold Vilkkar, law Messrs Jones and Phillips, Dry River Station, Lower Valley. [955, 1048, 1101, 1120]
ad-body: NOTICE TO CONTRACTORS. TENDERS are wanted for the following works up to noon of TUESDAY, the 23rd December, 1879: — 20 chains and 36 links formation and metalling at Hurunuioterangi. Plans and specifications may be seen at the County Office, Martinborough. Lowest or any tender not necessarily accepted. By order, [170, 714, 316, 806]
advertisement [327, 193, 473, 232]
advertisement [13, 1274, 159, 1441]
ad-title: IMPORTANT NOTICE [967, 2063, 1089, 2076]
ad-body: After the above will be offered a large and varied assortment of POT PLANTS, comprising some new and rare varieties. Persons wishing to enter goods for this sale are requested to communicate with the Auctioneer at once. [170, 1265, 316, 1327]
ad-title: TO BUILDERS [202, 143, 284, 156]
advertisement [484, 1395, 630, 1510]
ad-signature: H. BENTLEY [1054, 1300, 1101, 1311]
advertisement [170, 553, 316, 682]
ad-body: Also, Firewood — 2 feet lengths from 10s to 12s per cord; 4 feet lengths from 10s to 15s per cord. All orders left with Messrs Parkes and Peterson, next Club Hotel, punctually attended to. [955, 1707, 1101, 1759]
advertisement [484, 436, 630, 616]
advertisement [798, 862, 944, 1062]
ad-signature: McDOWELL BROS., VENDORS. 339 [970, 2180, 1101, 2191]
advertisement [955, 33, 1101, 104]
ad-signature: JOHN McKAIN, Hon. Sec. and Treas. 339 [641, 356, 787, 367]
ad-body: Sunday School, and Birthday Cards, also Gift and Prize Books, at the Educational Depository, Queen-street. [955, 713, 1101, 744]
ad-title: BOROUGH OF MASTERTON. [202, 329, 284, 355]
ad-title: EDUCATIONAL DEPOSITORY, [513, 872, 601, 898]
advertisement [327, 33, 473, 193]
advertisement [955, 1029, 1101, 1135]
ad-title: TO LET — Five-roomed cottage with 1¼ acre in Masterton. [964, 1319, 1092, 1358]
